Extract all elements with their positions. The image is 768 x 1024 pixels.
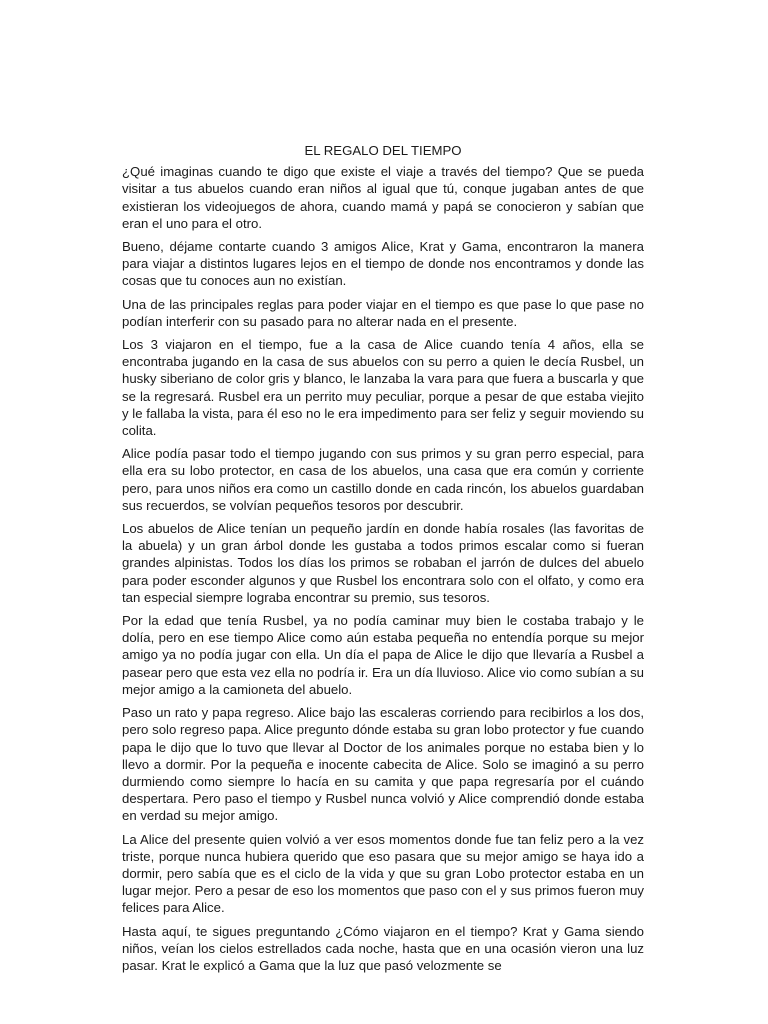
paragraph-4: Los 3 viajaron en el tiempo, fue a la casa de Alice cuando tenía 4 años, ella se encontraba jugando en la casa de sus abuelos con su perro a quien le decía Rusbel, un husky siberiano de color gris y blanco, le lanzaba la vara para que fuera a buscarla y que se la regresará. Rusbel era un perrito muy peculiar, porque a pesar de que estaba viejito y le fallaba la vista, para él eso no le era impedimento para ser feliz y seguir moviendo su colita. [122, 337, 644, 439]
document-title: EL REGALO DEL TIEMPO [304, 143, 462, 158]
document-body [122, 142, 644, 980]
paragraph-10: Hasta aquí, te sigues preguntando ¿Cómo viajaron en el tiempo? Krat y Gama siendo niños, veían los cielos estrellados cada noche, hasta que en una ocasión vieron una luz pasar. Krat le explicó a Gama que la luz que pasó velozmente se [122, 923, 644, 973]
paragraph-1: ¿Qué imaginas cuando te digo que existe el viaje a través del tiempo? Que se pueda visitar a tus abuelos cuando eran niños al igual que tú, conque jugaban antes de que existieran los videojuegos de ahora, cuando mamá y papá se conocieron y sabían que eran el uno para el otro. [122, 164, 644, 231]
paragraph-7: Por la edad que tenía Rusbel, ya no podía caminar muy bien le costaba trabajo y le dolía, pero en ese tiempo Alice como aún estaba pequeña no entendía porque su mejor amigo ya no podía jugar con ella. Un día el papa de Alice le dijo que llevaría a Rusbel a pasear pero que esta vez ella no podría ir. Era un día lluvioso. Alice vio como subían a su mejor amigo a la camioneta del abuelo. [122, 613, 644, 697]
paragraph-6: Los abuelos de Alice tenían un pequeño jardín en donde había rosales (las favoritas de la abuela) y un gran árbol donde les gustaba a todos primos escalar como si fueran grandes alpinistas. Todos los días los primos se robaban el jarrón de dulces del abuelo para poder esconder algunos y que Rusbel los encontrara solo con el olfato, y como era tan especial siempre lograba encontrar su premio, sus tesoros. [122, 521, 644, 605]
paragraph-2: Bueno, déjame contarte cuando 3 amigos Alice, Krat y Gama, encontraron la manera para viajar a distintos lugares lejos en el tiempo de donde nos encontramos y donde las cosas que tu conoces aun no existían. [122, 239, 644, 289]
paragraph-8: Paso un rato y papa regreso. Alice bajo las escaleras corriendo para recibirlos a los dos, pero solo regreso papa. Alice pregunto dónde estaba su gran lobo protector y fue cuando papa le dijo que lo tuvo que llevar al Doctor de los animales porque no estaba bien y lo llevo a dormir. Por la pequeña e inocente cabecita de Alice. Solo se imaginó a su perro durmiendo como siempre lo hacía en su camita y que papa regresaría por el cuándo despertara. Pero paso el tiempo y Rusbel nunca volvió y Alice comprendió donde estaba en verdad su mejor amigo. [122, 705, 644, 824]
paragraph-9: La Alice del presente quien volvió a ver esos momentos donde fue tan feliz pero a la vez triste, porque nunca hubiera querido que eso pasara que su mejor amigo se haya ido a dormir, pero sabía que es el ciclo de la vida y que su gran Lobo protector estaba en un lugar mejor. Pero a pesar de eso los momentos que paso con el y sus primos fueron muy felices para Alice. [122, 831, 644, 916]
paragraph-3: Una de las principales reglas para poder viajar en el tiempo es que pase lo que pase no podían interferir con su pasado para no alterar nada en el presente. [122, 296, 644, 329]
paragraph-5: Alice podía pasar todo el tiempo jugando con sus primos y su gran perro especial, para ella era su lobo protector, en casa de los abuelos, una casa que era común y corriente pero, para unos niños era como un castillo donde en cada rincón, los abuelos guardaban sus recuerdos, se volvían pequeños tesoros por descubrir. [122, 446, 644, 513]
